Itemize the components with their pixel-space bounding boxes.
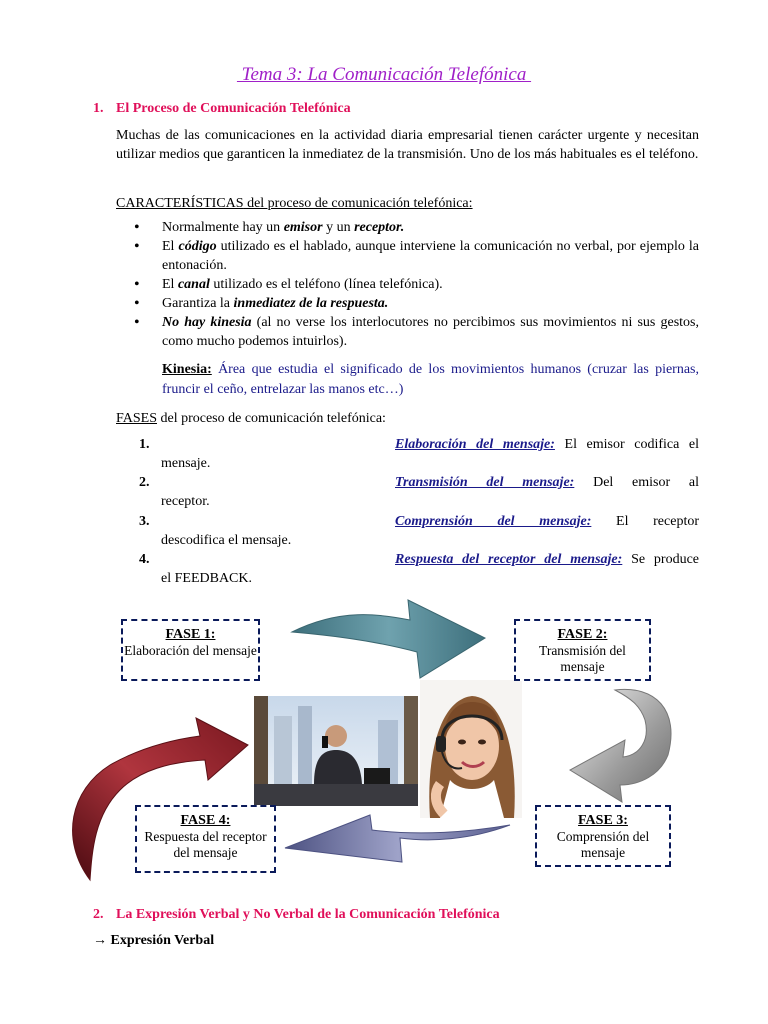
kinesia-term: Kinesia: [162, 362, 212, 377]
phases-label: FASES [116, 411, 157, 426]
man-on-phone-photo [254, 696, 418, 806]
phases-rest: del proceso de comunicación telefónica: [156, 411, 386, 426]
fase-1-title: FASE 1: [165, 627, 216, 642]
gray-arrow [570, 689, 671, 802]
headset-photo-image [420, 680, 522, 818]
fase-2-title: FASE 2: [557, 627, 608, 642]
characteristics-rest: del proceso de comunicación telefónica: [243, 196, 473, 211]
kinesia-text: Área que estudia el significado de los movimientos humanos (cruzar las piernas, fruncir el ceño, entrelazar las manos etc…) [162, 362, 699, 397]
fase-3-title: FASE 3: [578, 813, 628, 828]
fase-3-text: Comprensión del mensaje [556, 829, 650, 860]
section-1-number: 1. [93, 101, 104, 116]
list-item: • El código utilizado es el hablado, aunque interviene la comunicación no verbal, por ejemplo la entonación. [116, 237, 699, 275]
characteristics-label: CARACTERÍSTICAS [116, 196, 244, 211]
fase-1-text: Elaboración del mensaje [124, 643, 257, 658]
characteristics-heading [116, 194, 699, 213]
fase-4-title: FASE 4: [180, 813, 231, 828]
section-2-heading: La Expresión Verbal y No Verbal de la Comunicación Telefónica [116, 907, 500, 922]
characteristics-list [116, 218, 699, 351]
fase-4-box [135, 805, 276, 873]
subheading-text: Expresión Verbal [110, 933, 215, 948]
woman-headset-photo [420, 680, 522, 818]
phases-heading [116, 409, 699, 428]
lavender-arrow [285, 815, 510, 862]
section-1-heading: El Proceso de Comunicación Telefónica [116, 101, 351, 116]
teal-arrow [292, 600, 485, 678]
fase-1-box [121, 619, 260, 681]
subheading [93, 933, 214, 949]
intro-paragraph: Muchas de las comunicaciones en la actividad diaria empresarial tienen carácter urgente y necesitan utilizar medios que garanticen la inmediatez de la transmisión. Uno de los más habituales es el teléfono. [116, 128, 699, 162]
fase-2-box [514, 619, 651, 681]
section-2-number: 2. [93, 907, 104, 922]
fase-4-text: Respuesta del receptor del mensaje [144, 829, 267, 860]
list-item: • No hay kinesia (al no verse los interlocutores no percibimos sus movimientos ni sus gestos, como mucho podemos intuirlos). [116, 313, 699, 351]
list-item: • Garantiza la inmediatez de la respuesta. [116, 294, 699, 313]
list-item: • El canal utilizado es el teléfono (línea telefónica). [116, 275, 699, 294]
arrow-right-icon: → [93, 933, 107, 948]
office-photo-image [254, 696, 418, 806]
kinesia-definition [162, 360, 699, 400]
page-title: Tema 3: La Comunicación Telefónica [236, 64, 532, 85]
fase-2-text: Transmisión del mensaje [539, 643, 626, 674]
list-item: • Normalmente hay un emisor y un receptor. [116, 218, 699, 237]
fase-3-box [535, 805, 671, 867]
